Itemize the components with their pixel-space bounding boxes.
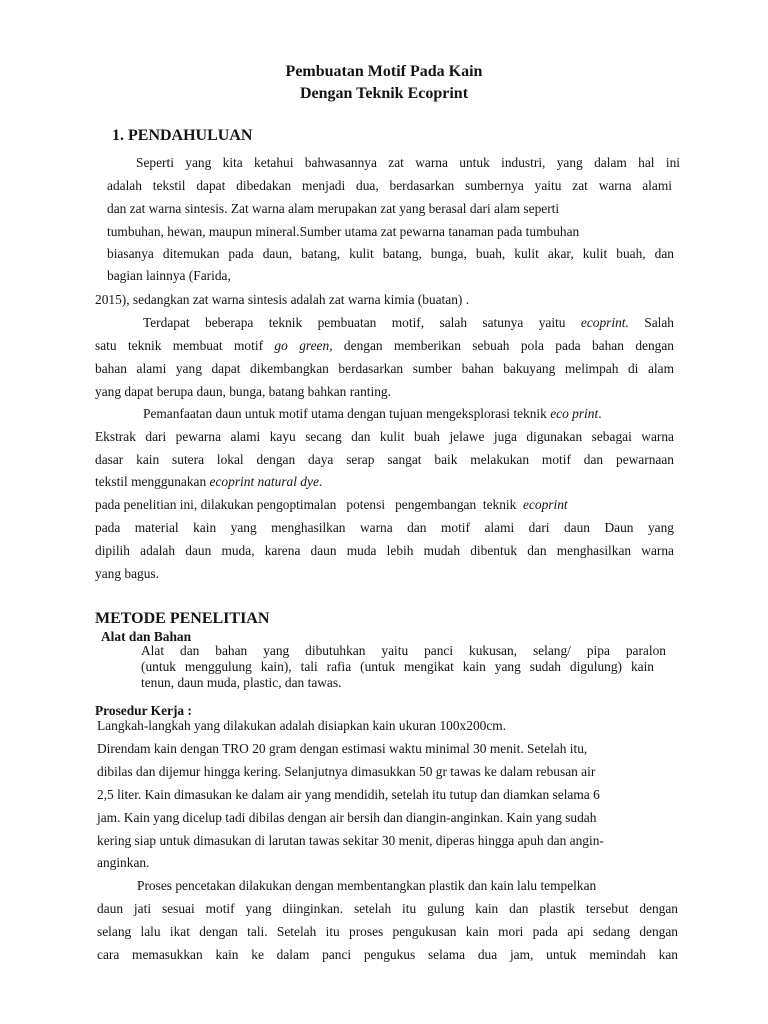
paragraph-line: tenun, daun muda, plastic, dan tawas. <box>141 675 342 690</box>
paragraph-line: yang dapat berupa daun, bunga, batang bahkan ranting. <box>95 384 391 399</box>
subheading-prosedur-kerja: Prosedur Kerja : <box>95 703 192 718</box>
paragraph-line: dasar kain sutera lokal dengan daya serap sangat baik melakukan motif dan pewarnaan <box>95 452 674 467</box>
paragraph-line: dipilih adalah daun muda, karena daun muda lebih mudah dibentuk dan menghasilkan warna <box>95 543 674 558</box>
paragraph-line: anginkan. <box>97 855 150 870</box>
subheading-alat-dan-bahan: Alat dan Bahan <box>101 629 192 644</box>
paragraph-line: yang bagus. <box>95 566 159 581</box>
term-ecoprint: ecoprint. <box>580 315 629 330</box>
paragraph-line: tekstil menggunakan ecoprint natural dye. <box>95 474 323 489</box>
paragraph-line: bahan alami yang dapat dikembangkan berdasarkan sumber bahan bakuyang melimpah di alam <box>95 361 674 376</box>
paragraph-line: pada penelitian ini, dilakukan pengoptimalan potensi pengembangan teknik ecoprint <box>95 497 568 512</box>
paragraph-line: Seperti yang kita ketahui bahwasannya zat warna untuk industri, yang dalam hal ini <box>136 155 680 170</box>
paragraph-line: pada material kain yang menghasilkan warna dan motif alami dari daun Daun yang <box>95 520 674 535</box>
paragraph-line: selang lalu ikat dengan tali. Setelah itu proses pengukusan kain mori pada api sedang dengan <box>97 924 678 939</box>
paragraph-line: biasanya ditemukan pada daun, batang, kulit batang, bunga, buah, kulit akar, kulit buah, dan <box>107 246 674 261</box>
paragraph-line: Terdapat beberapa teknik pembuatan motif, salah satunya yaitu ecoprint. Salah <box>143 315 675 330</box>
term-ecoprint: ecoprint <box>523 497 568 512</box>
paragraph-line: kering siap untuk dimasukan di larutan tawas sekitar 30 menit, diperas hingga apuh dan angin- <box>97 833 604 848</box>
paragraph-line: Proses pencetakan dilakukan dengan membentangkan plastik dan kain lalu tempelkan <box>137 878 597 893</box>
term-ecoprint-natural-dye: ecoprint natural dye <box>209 474 319 489</box>
paragraph-line: Direndam kain dengan TRO 20 gram dengan estimasi waktu minimal 30 menit. Setelah itu, <box>97 741 588 756</box>
document-title-line-2: Dengan Teknik Ecoprint <box>299 85 469 102</box>
paragraph-line: dibilas dan dijemur hingga kering. Selanjutnya dimasukkan 50 gr tawas ke dalam rebusan air <box>97 764 596 779</box>
paragraph-line: tumbuhan, hewan, maupun mineral.Sumber utama zat pewarna tanaman pada tumbuhan <box>107 224 580 239</box>
paragraph-line: Ekstrak dari pewarna alami kayu secang dan kulit buah jelawe juga digunakan sebagai warna <box>95 429 674 444</box>
paragraph-line: (untuk menggulung kain), tali rafia (untuk mengikat kain yang sudah digulung) kain <box>141 659 654 674</box>
paragraph-line: 2,5 liter. Kain dimasukan ke dalam air yang mendidih, setelah itu tutup dan diamkan selama 6 <box>97 787 600 802</box>
paragraph-line: adalah tekstil dapat dibedakan menjadi dua, berdasarkan sumbernya yaitu zat warna alami <box>107 178 672 193</box>
paragraph-line: Langkah-langkah yang dilakukan adalah disiapkan kain ukuran 100x200cm. <box>97 718 507 733</box>
paragraph-line: cara memasukkan kain ke dalam panci pengukus selama dua jam, untuk memindah kan <box>97 947 678 962</box>
paragraph-line: jam. Kain yang dicelup tadi dibilas dengan air bersih dan diangin-anginkan. Kain yang sudah <box>97 810 597 825</box>
section-heading-metode-penelitian: METODE PENELITIAN <box>95 610 270 627</box>
paragraph-line: bagian lainnya (Farida, <box>107 268 231 283</box>
paragraph-line: 2015), sedangkan zat warna sintesis adalah zat warna kimia (buatan) . <box>95 292 470 307</box>
paragraph-line: satu teknik membuat motif go green, dengan memberikan sebuah pola pada bahan dengan <box>95 338 674 353</box>
paragraph-line: dan zat warna sintesis. Zat warna alam merupakan zat yang berasal dari alam seperti <box>107 201 560 216</box>
document-title-line-1: Pembuatan Motif Pada Kain <box>285 63 483 80</box>
term-go-green: go green <box>274 338 330 353</box>
paragraph-line: daun jati sesuai motif yang diinginkan. setelah itu gulung kain dan plastik tersebut dengan <box>97 901 678 916</box>
section-heading-pendahuluan: 1. PENDAHULUAN <box>112 127 253 144</box>
paragraph-line: Pemanfaatan daun untuk motif utama dengan tujuan mengeksplorasi teknik eco print. <box>143 406 602 421</box>
term-eco-print: eco print <box>550 406 599 421</box>
paragraph-line: Alat dan bahan yang dibutuhkan yaitu panci kukusan, selang/ pipa paralon <box>141 643 666 658</box>
